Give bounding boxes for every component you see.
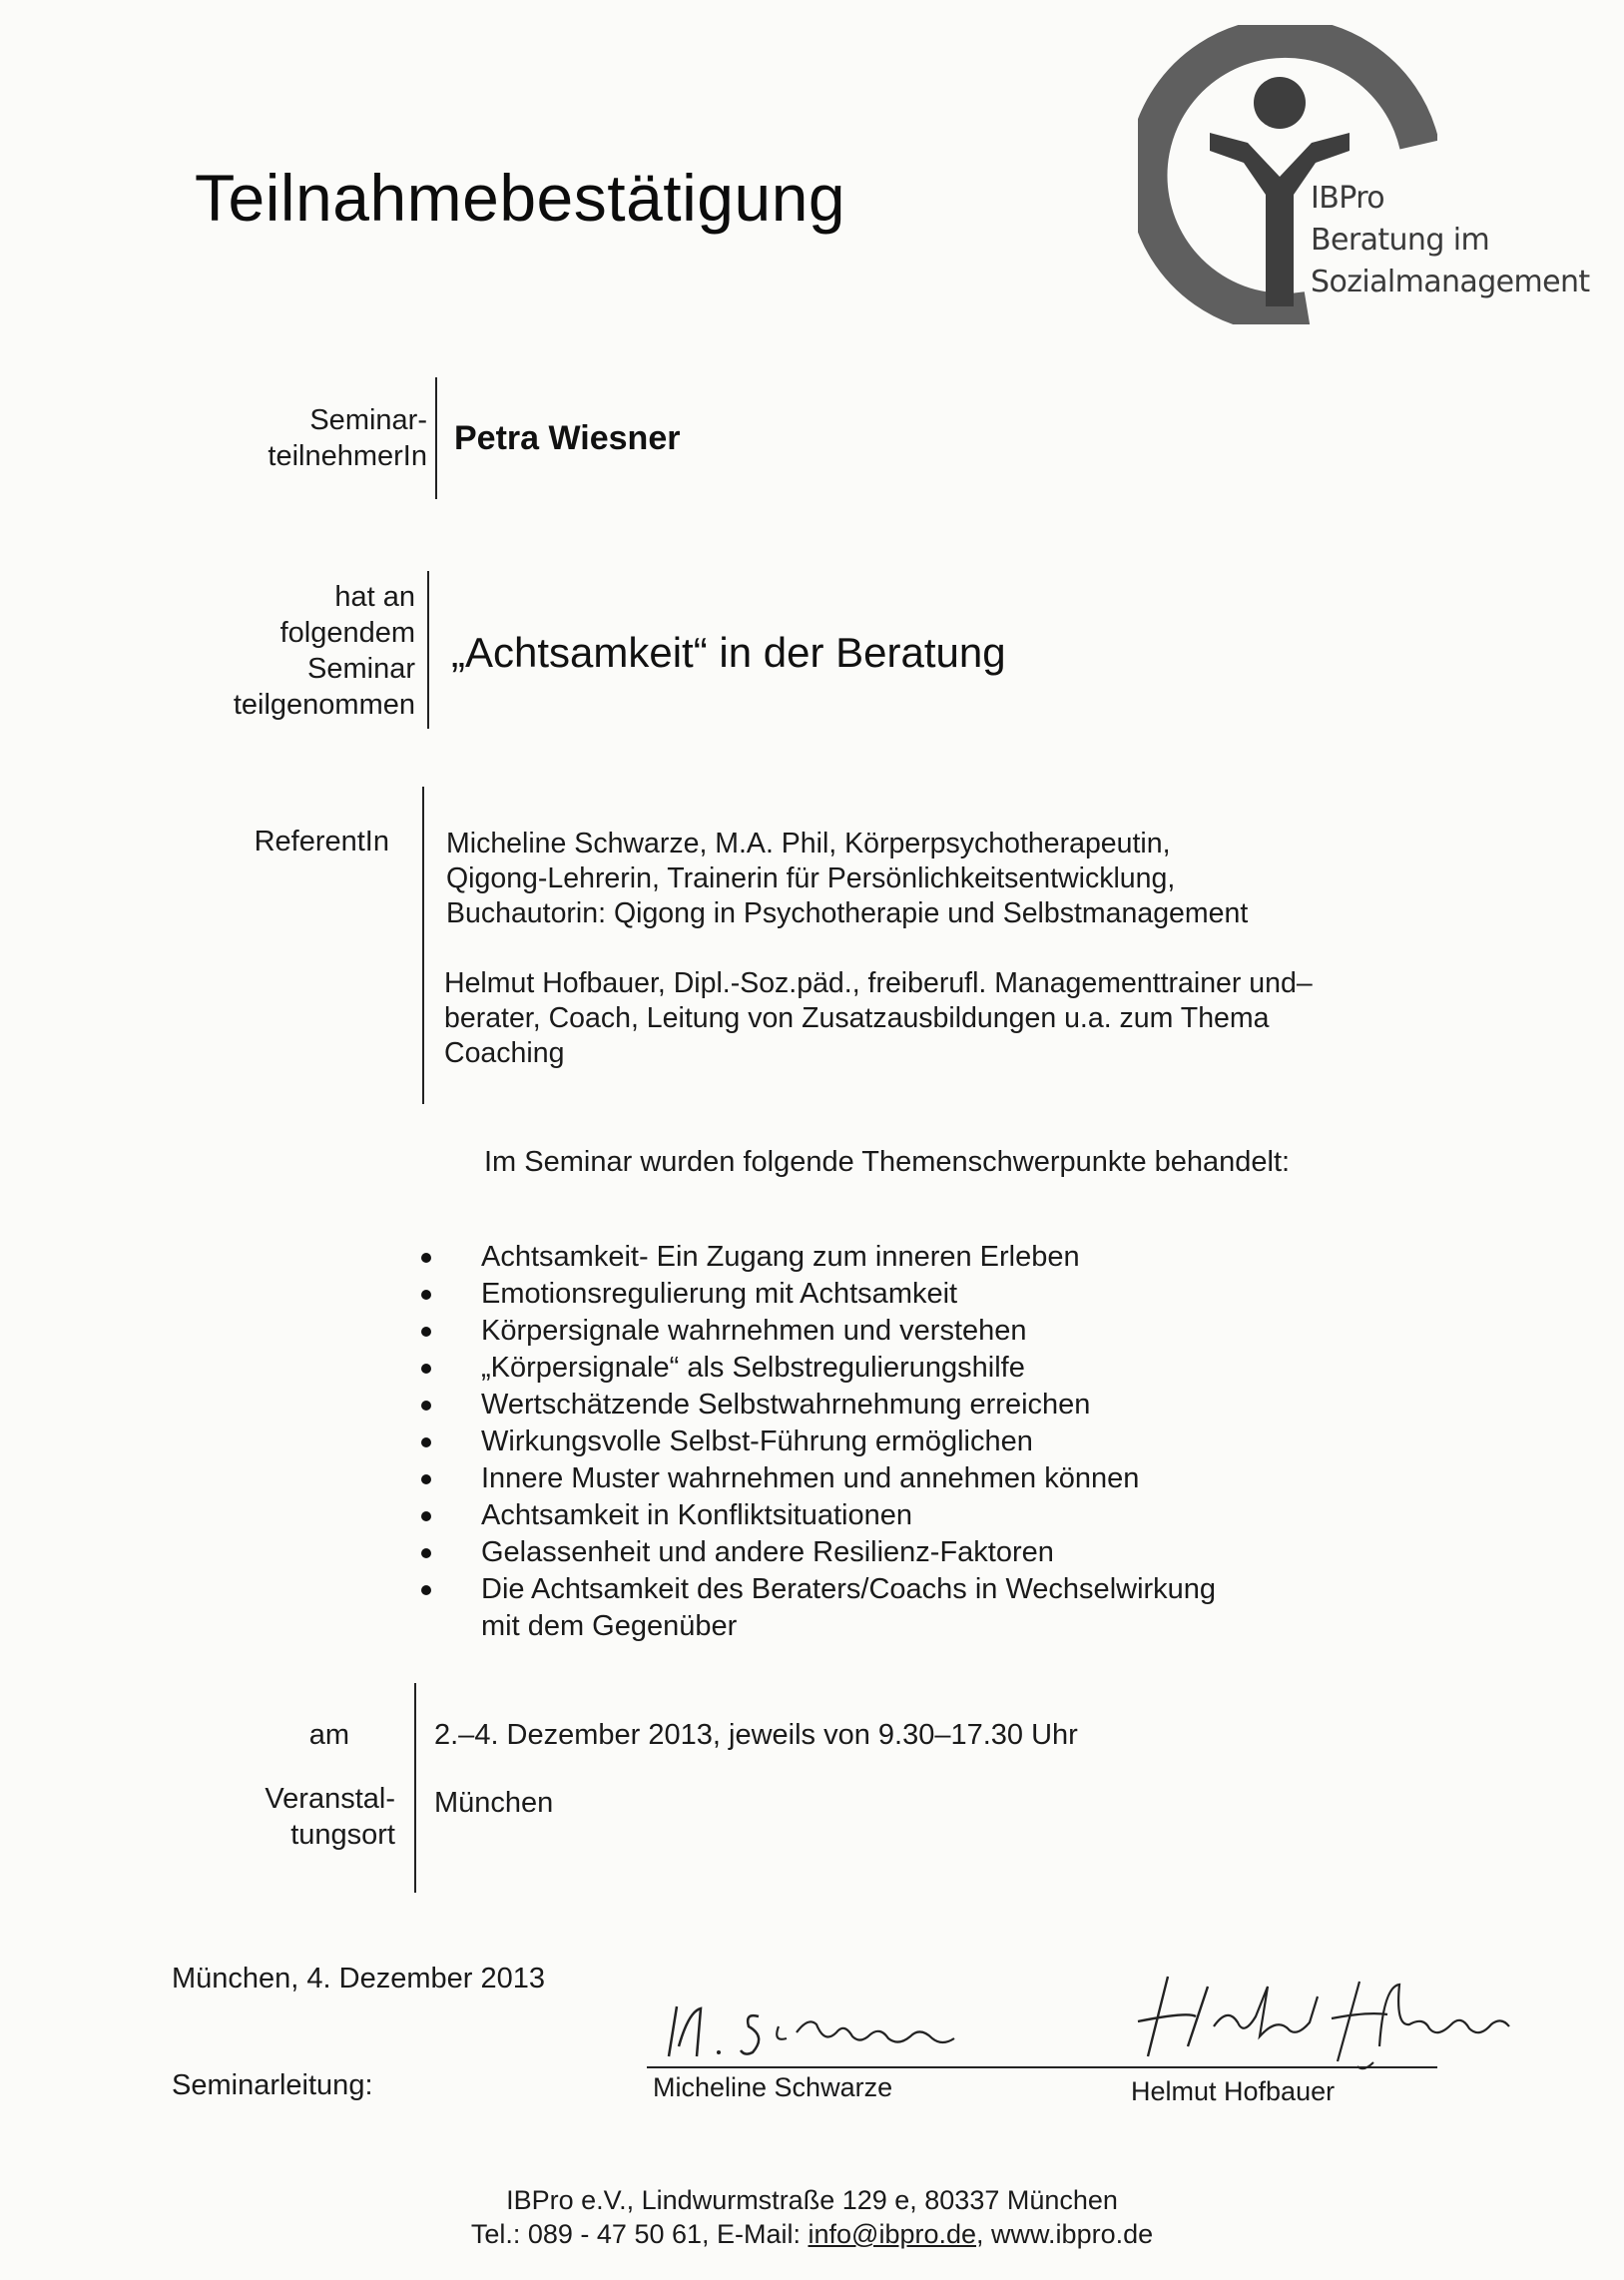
topic-text: Achtsamkeit- Ein Zugang zum inneren Erleben (481, 1241, 1080, 1273)
footer-contact (0, 2219, 1624, 2250)
signature-schwarze-icon (649, 1987, 1028, 2066)
participant-label-line1: Seminar- (309, 404, 427, 436)
topic-text: Achtsamkeit in Konfliktsituationen (481, 1499, 912, 1531)
seminar-title: „Achtsamkeit“ in der Beratung (451, 629, 1006, 676)
bullet-icon (421, 1585, 431, 1595)
speaker-1-line: Qigong-Lehrerin, Trainerin für Persönlichkeitsentwicklung, (446, 862, 1176, 894)
list-item (481, 1460, 1216, 1497)
list-item (481, 1387, 1216, 1424)
list-item (481, 1497, 1216, 1534)
seminar-label-line1: hat an (334, 581, 415, 613)
bullet-icon (421, 1437, 431, 1447)
bullet-icon (421, 1511, 431, 1521)
topic-text: Gelassenheit und andere Resilienz-Faktoren (481, 1536, 1054, 1568)
speaker-2-line: Helmut Hofbauer, Dipl.-Soz.päd., freiberufl. Managementtrainer und– (444, 967, 1313, 999)
participant-divider (435, 377, 437, 499)
speaker-1-bio (446, 827, 1248, 931)
list-item (481, 1571, 1216, 1608)
bullet-icon (421, 1364, 431, 1374)
speaker-1-line: Buchautorin: Qigong in Psychotherapie und Selbstmanagement (446, 897, 1249, 929)
list-item (481, 1350, 1216, 1387)
signer-2-name: Helmut Hofbauer (1131, 2076, 1336, 2106)
speaker-2-line: Coaching (444, 1037, 565, 1069)
participant-label (200, 402, 427, 474)
seminar-label-line3: Seminar (307, 653, 415, 685)
bullet-icon (421, 1253, 431, 1263)
list-item-continuation (481, 1608, 1216, 1645)
seminar-leader-label: Seminarleitung: (172, 2069, 373, 2101)
speaker-2-bio (444, 966, 1313, 1071)
topic-text: mit dem Gegenüber (481, 1610, 738, 1642)
topic-text: Wertschätzende Selbstwahrnehmung erreichen (481, 1389, 1091, 1421)
footer-phone: Tel.: 089 - 47 50 61, E-Mail: (470, 2219, 809, 2249)
topic-text: „Körpersignale“ als Selbstregulierungshilfe (481, 1352, 1025, 1384)
seminar-label-line2: folgendem (279, 617, 415, 649)
seminar-label-line4: teilgenommen (233, 689, 415, 721)
topic-text: Körpersignale wahrnehmen und verstehen (481, 1315, 1027, 1347)
topics-intro: Im Seminar wurden folgende Themenschwerpunkte behandelt: (484, 1146, 1291, 1178)
speaker-2-line: berater, Coach, Leitung von Zusatzausbildungen u.a. zum Thema (444, 1002, 1270, 1034)
topic-text: Die Achtsamkeit des Beraters/Coachs in Wechselwirkung (481, 1573, 1217, 1605)
bullet-icon (421, 1548, 431, 1558)
place-label-line1: Veranstal- (265, 1783, 395, 1815)
speakers-divider (422, 787, 424, 1104)
topic-text: Wirkungsvolle Selbst-Führung ermöglichen (481, 1425, 1033, 1457)
event-divider (414, 1683, 416, 1893)
bullet-icon (421, 1290, 431, 1300)
participant-label-line2: teilnehmerIn (268, 440, 427, 472)
date-label: am (308, 1719, 349, 1751)
signature-line (647, 2066, 1437, 2068)
document-title: Teilnahmebestätigung (195, 161, 846, 235)
speakers-label: ReferentIn (254, 826, 389, 857)
signature-hofbauer-icon (1118, 1967, 1537, 2076)
place-and-date: München, 4. Dezember 2013 (172, 1963, 545, 1995)
logo-name-line2: Beratung im (1311, 223, 1490, 258)
place-label-line2: tungsort (290, 1819, 395, 1851)
logo-name-line3: Sozialmanagement (1311, 265, 1590, 299)
list-item (481, 1534, 1216, 1571)
topic-text: Emotionsregulierung mit Achtsamkeit (481, 1278, 958, 1310)
website-link[interactable]: www.ibpro.de (991, 2219, 1154, 2249)
list-item (481, 1276, 1216, 1313)
place-label (220, 1781, 395, 1853)
signer-1-name: Micheline Schwarze (653, 2072, 893, 2102)
bullet-icon (421, 1327, 431, 1337)
logo-name-line1: IBPro (1311, 181, 1385, 216)
seminar-divider (427, 571, 429, 729)
bullet-icon (421, 1401, 431, 1411)
topic-text: Innere Muster wahrnehmen und annehmen können (481, 1462, 1140, 1494)
participant-name: Petra Wiesner (454, 419, 681, 457)
list-item (481, 1239, 1216, 1276)
list-item (481, 1424, 1216, 1460)
email-link[interactable]: info@ibpro.de (808, 2219, 977, 2249)
footer-separator: , (976, 2219, 992, 2249)
event-date: 2.–4. Dezember 2013, jeweils von 9.30–17.30 Uhr (434, 1719, 1078, 1751)
bullet-icon (421, 1474, 431, 1484)
topics-list (481, 1239, 1216, 1645)
speaker-1-line: Micheline Schwarze, M.A. Phil, Körperpsychotherapeutin, (446, 828, 1171, 859)
list-item (481, 1313, 1216, 1350)
seminar-label (180, 579, 415, 723)
footer-address: IBPro e.V., Lindwurmstraße 129 e, 80337 München (506, 2185, 1118, 2215)
logo-wordmark (1311, 178, 1590, 303)
event-place: München (434, 1787, 554, 1819)
